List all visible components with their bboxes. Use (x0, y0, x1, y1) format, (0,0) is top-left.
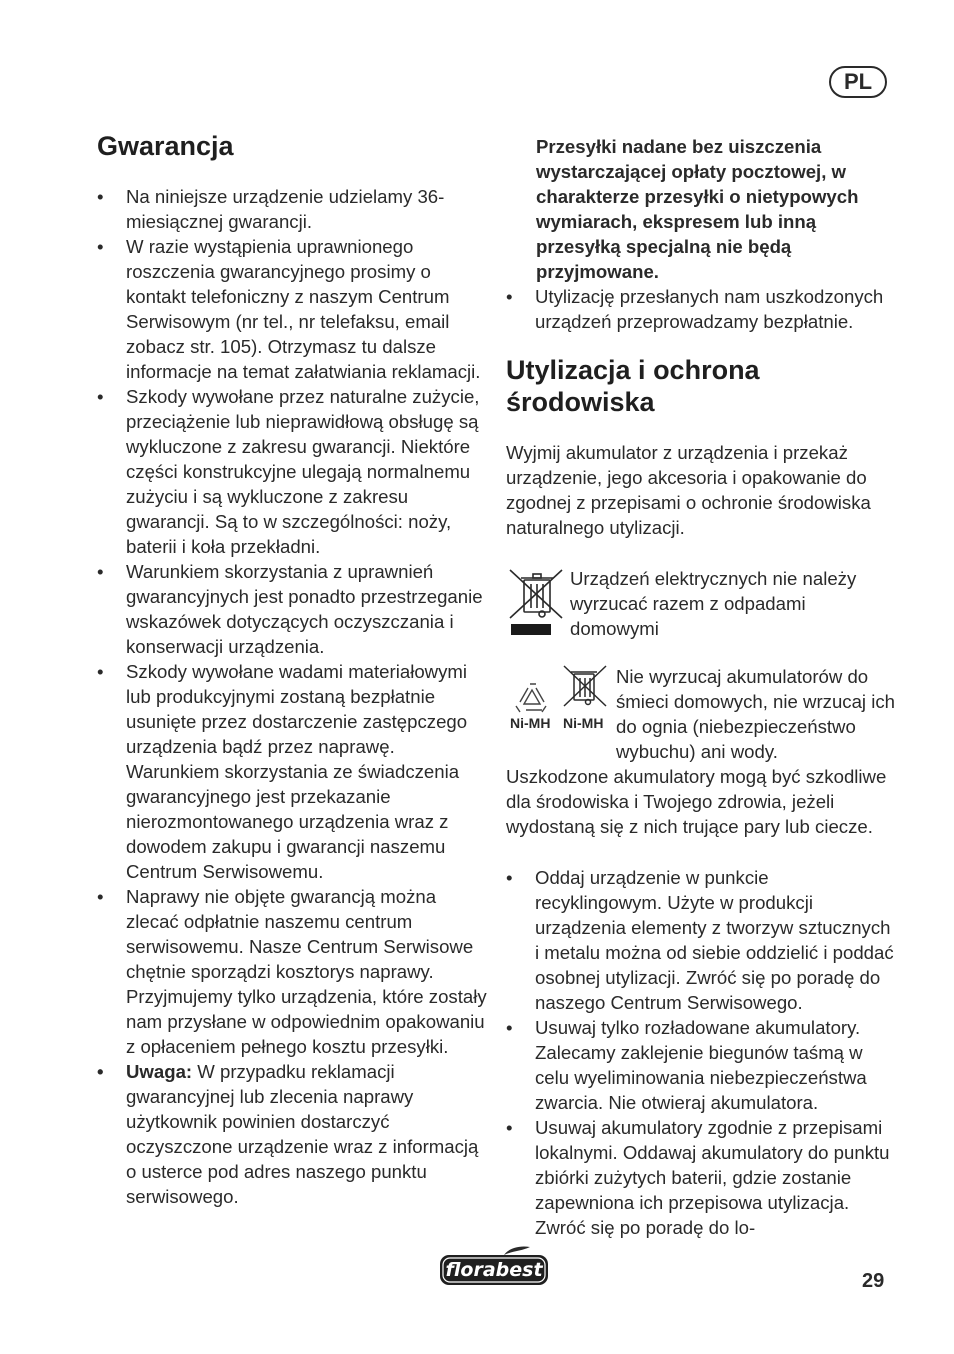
bullet: • (97, 386, 104, 407)
warranty-column (97, 130, 489, 1209)
warranty-heading: Gwarancja (97, 131, 234, 161)
list-item (97, 184, 489, 234)
item-text: Oddaj urządzenie w punkcie recyklingowym. Użyte w produkcji urządzenia elementy z tworzyw sztucznych i metalu można od siebie oddzielić i poddać osobnej utylizacji. Zwróć się po poradę do naszego Centrum Serwisowego. (535, 867, 894, 1013)
florabest-logo (438, 1243, 550, 1289)
nimh-label: Ni-MH (563, 715, 604, 731)
battery-notice (506, 664, 898, 764)
warranty-list (97, 184, 489, 1209)
item-text: Usuwaj tylko rozładowane akumulatory. Zalecamy zaklejenie biegunów taśmą w celu wyeliminowania niebezpieczeństwa zwarcia. Nie otwieraj akumulatora. (535, 1017, 867, 1113)
list-item (506, 1015, 898, 1115)
weee-text: Urządzeń elektrycznych nie należy wyrzucać razem z odpadami domowymi (570, 568, 857, 639)
weee-notice (506, 566, 898, 642)
bullet: • (97, 886, 104, 907)
list-item (97, 884, 489, 1059)
list-item (97, 234, 489, 384)
item-text: Utylizację przesłanych nam uszkodzonych urządzeń przeprowadzamy bezpłatnie. (535, 286, 884, 332)
recycle-list (506, 284, 898, 334)
battery-text: Nie wyrzucaj akumulatorów do śmieci domowych, nie wrzucaj ich do ognia (niebezpieczeństwo wybuchu) ani wody. (616, 666, 895, 762)
item-text: Usuwaj akumulatory zgodnie z przepisami lokalnymi. Oddawaj akumulatory do punktu zbiórki zużytych baterii, gdzie zostanie zapewniona ich przepisowa utylizacja. Zwróć się po poradę do lo- (535, 1117, 890, 1238)
item-text: Szkody wywołane przez naturalne zużycie, przeciążenie lub nieprawidłową obsługę są wykluczone z zakresu gwarancji. Niektóre części konstrukcyjne ulegają normalnemu zużyciu i są wykluczone z zakresu gwarancji. Są to w szczególności: noży, baterii i koła przekładni. (126, 386, 480, 557)
environment-intro: Wyjmij akumulator z urządzenia i przekaż urządzenie, jego akcesoria i opakowanie do zgodnej z przepisami o ochronie środowiska naturalnego utylizacji. (506, 442, 871, 538)
disposal-column (506, 134, 898, 1240)
list-item (97, 384, 489, 559)
crossed-bin-icon (506, 566, 570, 642)
item-text: Naprawy nie objęte gwarancją można zlecać odpłatnie naszemu centrum serwisowemu. Nasze Centrum Serwisowe chętnie sporządzi kosztorys naprawy. Przyjmujemy tylko urządzenia, które zostały nam przysłane w odpowiednim opakowaniu z opłaceniem pełnego kosztu przesyłki. (126, 886, 487, 1057)
bullet: • (97, 236, 104, 257)
bullet: • (97, 661, 104, 682)
list-item (506, 284, 898, 334)
shipping-note: Przesyłki nadane bez uiszczenia wystarczającej opłaty pocztowej, w charakterze przesyłki o nietypowych wymiarach, ekspresem lub inną przesyłką specjalną nie będą przyjmowane. (536, 136, 859, 282)
list-item (97, 559, 489, 659)
bullet: • (506, 1017, 513, 1038)
bullet: • (97, 561, 104, 582)
language-badge: PL (829, 66, 887, 98)
note-label: Uwaga: (126, 1061, 193, 1082)
bullet: • (506, 1117, 513, 1138)
item-text: Na niniejsze urządzenie udzielamy 36-miesiącznej gwarancji. (126, 186, 445, 232)
bullet: • (97, 1061, 104, 1082)
bullet: • (506, 286, 513, 307)
list-item (506, 865, 898, 1015)
environment-heading: Utylizacja i ochrona środowiska (506, 355, 760, 417)
item-text: Szkody wywołane wadami materiałowymi lub produkcyjnymi zostaną bezpłatnie usunięte przez dostarczenie zastępczego urządzenia bądź przez naprawę. Warunkiem skorzystania ze świadczenia gwarancyjnego jest przekazanie nierozmontowanego urządzenia wraz z dowodem zakupu i gwarancji naszemu Centrum Serwisowemu. (126, 661, 468, 882)
list-item (506, 1115, 898, 1240)
item-text: W przypadku reklamacji gwarancyjnej lub zlecenia naprawy użytkownik powinien dostarczyć oczyszczone urządzenie wraz z informacją o usterce pod adres naszego punktu serwisowego. (126, 1061, 479, 1207)
item-text: Warunkiem skorzystania z uprawnień gwarancyjnych jest ponadto przestrzeganie wskazówek dotyczących oczyszczania i konserwacji urządzenia. (126, 561, 483, 657)
bullet: • (97, 186, 104, 207)
nimh-label: Ni-MH (510, 715, 551, 731)
page-number: 29 (862, 1270, 885, 1292)
nimh-recycle-icons (506, 664, 616, 744)
battery-warning: Uszkodzone akumulatory mogą być szkodliwe dla środowiska i Twojego zdrowia, jeżeli wydostaną się z nich trujące pary lub ciecze. (506, 766, 887, 837)
logo-text: florabest (445, 1259, 543, 1281)
list-item (97, 659, 489, 884)
list-item-note (97, 1059, 489, 1209)
item-text: W razie wystąpienia uprawnionego roszczenia gwarancyjnego prosimy o kontakt telefoniczny z naszym Centrum Serwisowym (nr tel., nr telefaksu, email zobacz str. 105). Otrzymasz tu dalsze informacje na temat załatwiania reklamacji. (126, 236, 481, 382)
bullet: • (506, 867, 513, 888)
disposal-list (506, 865, 898, 1240)
